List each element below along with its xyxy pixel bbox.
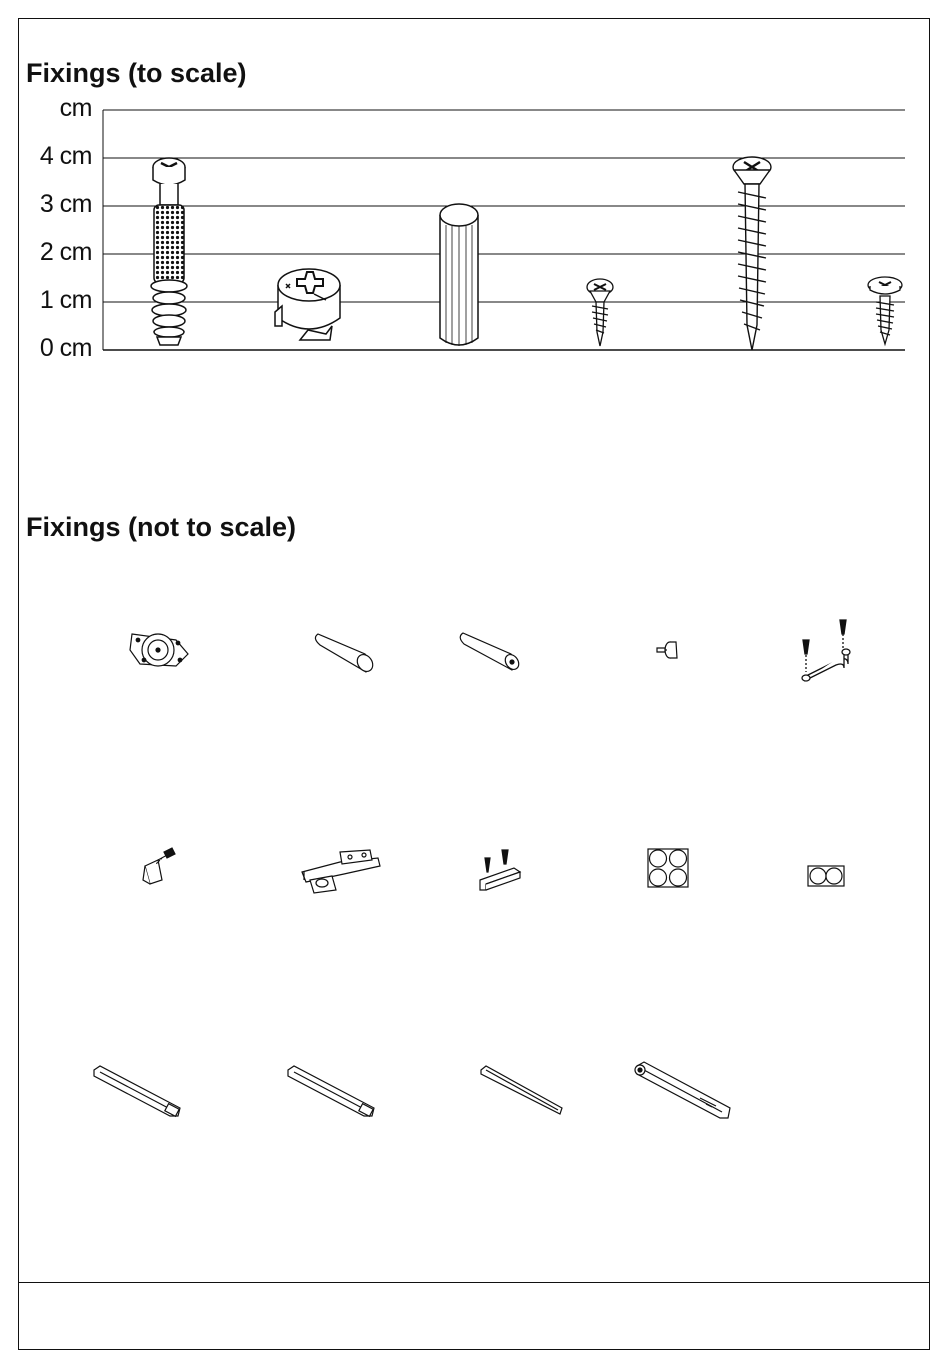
wooden-dowel-large-icon <box>315 634 375 674</box>
drawer-runner-icon <box>94 1066 180 1116</box>
ruler-tick-4: 4 cm <box>39 142 92 170</box>
cam-bolt-icon <box>151 158 187 345</box>
ruler-tick-2: 2 cm <box>39 238 92 266</box>
handle-with-screws-icon <box>802 620 850 681</box>
wooden-dowel-small-icon <box>460 633 521 672</box>
felt-pads-two-icon <box>808 866 844 886</box>
short-screw-icon <box>587 279 613 346</box>
ruler-tick-1: 1 cm <box>39 286 92 314</box>
cam-lock-icon <box>275 269 340 340</box>
knob-bolt-icon <box>657 642 677 658</box>
drawer-runner-narrow-icon <box>481 1066 562 1114</box>
felt-pads-four-icon <box>648 849 688 887</box>
round-plate-icon <box>130 634 188 666</box>
concealed-hinge-icon <box>302 850 380 893</box>
bracket-with-screw-icon <box>143 848 175 884</box>
ruler-grid <box>103 110 905 350</box>
drawer-slide-wheeled-icon <box>635 1062 730 1118</box>
ruler-unit-label: cm <box>59 94 92 122</box>
not-to-scale-heading: Fixings (not to scale) <box>26 512 297 542</box>
drawer-runner-icon <box>288 1066 374 1116</box>
wooden-dowel-icon <box>440 204 478 346</box>
ruler-tick-3: 3 cm <box>39 190 92 218</box>
to-scale-heading: Fixings (to scale) <box>26 58 247 88</box>
small-screw-icon <box>868 277 902 344</box>
clip-with-screws-icon <box>480 850 520 890</box>
ruler-tick-0: 0 cm <box>39 334 92 362</box>
